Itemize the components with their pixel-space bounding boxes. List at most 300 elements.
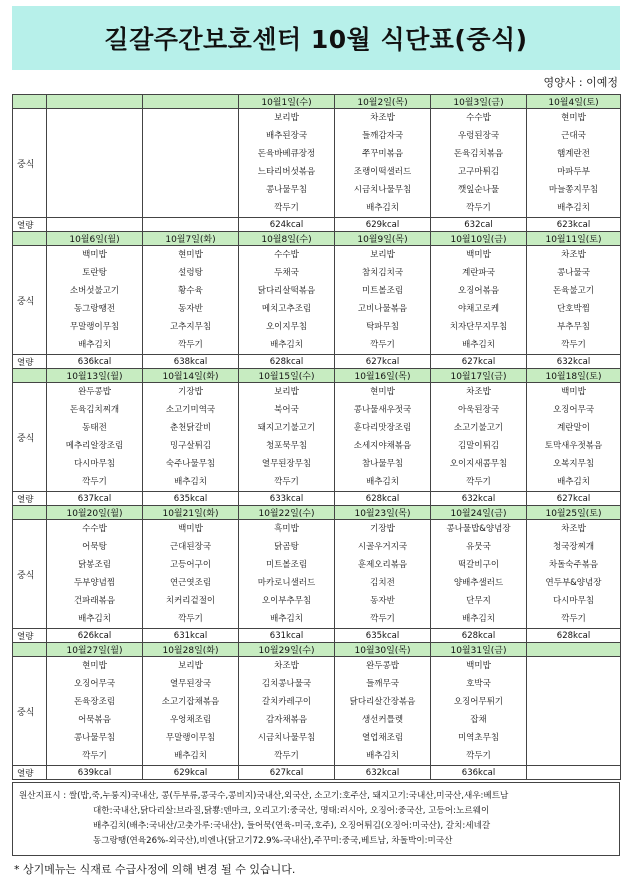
dish-item: 우렁된장국 [457,131,500,141]
day-date-header: 10월27일(월) [47,643,143,657]
lunch-label: 중식 [13,657,47,766]
day-kcal-value: 632cal [431,218,527,232]
lunch-label: 중식 [13,383,47,492]
dish-item: 콩나물국 [557,268,590,278]
dish-item: 훈제오리볶음 [357,560,408,570]
day-kcal-value: 631kcal [143,629,239,643]
day-menu-cell [239,657,335,766]
dish-item: 배추김치 [557,477,590,487]
dish-item: 돈육장조림 [73,697,116,707]
dish-item [527,729,620,747]
week-kcal-row [13,629,621,643]
dish-item: 계란파국 [462,268,495,278]
dish-item: 열무된장무침 [261,459,312,469]
week-kcal-row [13,218,621,232]
day-kcal-value: 631kcal [239,629,335,643]
day-menu-cell [143,657,239,766]
dish-item: 단호박찜 [557,304,590,314]
dish-item [527,693,620,711]
dish-item: 차조밥 [274,661,299,671]
dish-item: 토란탕 [82,268,107,278]
dish-item: 훈다리맛장조림 [353,423,412,433]
week-kcal-row [13,492,621,506]
dish-item: 김말이튀김 [457,441,500,451]
day-menu-cell [527,657,621,766]
dish-item: 동자반 [370,596,395,606]
day-menu-cell [335,520,431,629]
day-date-header: 10월15일(수) [239,369,335,383]
day-date-header: 10월28일(화) [143,643,239,657]
dish-item: 배추김치 [557,203,590,213]
dish-item: 콩나물무침 [265,185,308,195]
week-date-row [13,506,621,520]
dish-item: 깍두기 [561,614,586,624]
dish-item: 현미밥 [561,113,586,123]
day-date-header: 10월17일(금) [431,369,527,383]
dish-item: 오복지무침 [552,459,595,469]
day-kcal-value: 628kcal [239,355,335,369]
dish-item: 연두부&양념장 [545,578,602,588]
week-kcal-row [13,766,621,780]
dish-item: 닭봉조림 [78,560,111,570]
dish-item [47,199,142,217]
dish-item: 고비나물볶음 [357,304,408,314]
dish-item: 소고기불고기 [453,423,504,433]
dish-item: 배추김치 [366,477,399,487]
dish-item: 배추김치 [366,751,399,761]
dish-item: 깍두기 [82,751,107,761]
day-date-header: 10월4일(토) [527,95,621,109]
day-kcal-value: 627kcal [527,492,621,506]
day-menu-cell [431,657,527,766]
dish-item: 배추김치 [174,477,207,487]
dish-item: 깍두기 [274,203,299,213]
dish-item: 배추김치 [462,614,495,624]
day-menu-cell [239,109,335,218]
day-menu-cell [47,109,143,218]
day-date-header: 10월2일(목) [335,95,431,109]
week-lunch-row [13,246,621,355]
dish-item: 깍두기 [466,203,491,213]
day-kcal-value: 637kcal [47,492,143,506]
dish-item: 탁파무침 [366,322,399,332]
dish-item: 마파두부 [557,167,590,177]
origin-note-line: 원산지표시 : 쌀(밥,죽,누룽지)국내산, 콩(두부류,콩국수,콩비지)국내산,외국산, 소고기:호주산, 돼지고기:국내산,미국산,새우:베트남 [19,791,509,801]
day-kcal-value: 629kcal [143,766,239,780]
day-date-header: 10월10일(금) [431,232,527,246]
day-kcal-value: 638kcal [143,355,239,369]
dish-item: 연근엿조림 [169,578,212,588]
dish-item: 소고기잡채볶음 [161,697,220,707]
week-date-row [13,232,621,246]
day-kcal-value: 639kcal [47,766,143,780]
day-kcal-value [143,218,239,232]
dish-item: 현미밥 [370,387,395,397]
dish-item: 양배추샐러드 [453,578,504,588]
dish-item: 시골우거지국 [357,542,408,552]
day-menu-cell [335,383,431,492]
dish-item: 오징어무국 [73,679,116,689]
day-menu-cell [335,246,431,355]
dish-item: 유뭇국 [466,542,491,552]
day-menu-cell [239,246,335,355]
day-date-header [527,643,621,657]
kcal-label: 열량 [13,355,47,369]
day-date-header: 10월8일(수) [239,232,335,246]
kcal-label: 열량 [13,218,47,232]
week-kcal-row [13,355,621,369]
day-menu-cell [431,520,527,629]
day-kcal-value: 635kcal [335,629,431,643]
dish-item: 계란말이 [557,423,590,433]
dish-item: 어묵볶음 [78,715,111,725]
dish-item: 조랭이떡샐러드 [353,167,412,177]
dish-item: 청국장찌개 [552,542,595,552]
dish-item: 치커리겉절이 [165,596,216,606]
day-menu-cell [47,383,143,492]
week-date-row [13,95,621,109]
day-kcal-value: 626kcal [47,629,143,643]
dish-item: 어묵탕 [82,542,107,552]
dish-item: 근대된장국 [169,542,212,552]
row-label-blank [13,369,47,383]
day-date-header: 10월31일(금) [431,643,527,657]
footer-note: * 상기메뉴는 식재료 수급사정에 의해 변경 될 수 있습니다. [14,863,296,876]
dish-item: 백미밥 [466,661,491,671]
dish-item: 메치고추조림 [261,304,312,314]
day-kcal-value [47,218,143,232]
dish-item [527,657,620,675]
day-menu-cell [47,657,143,766]
dish-item: 오징어무국 [552,405,595,415]
dish-item: 감자채볶음 [265,715,308,725]
dish-item: 갈치카레구이 [261,697,312,707]
dish-item: 깍두기 [178,614,203,624]
day-kcal-value: 629kcal [335,218,431,232]
dish-item: 깍두기 [274,477,299,487]
dish-item: 완두콩밥 [78,387,111,397]
day-menu-cell [143,383,239,492]
dish-item: 배추김치 [270,340,303,350]
dish-item: 느타리버섯볶음 [257,167,316,177]
day-date-header [143,95,239,109]
dish-item: 두부양념찜 [73,578,116,588]
dish-item: 건파래볶음 [73,596,116,606]
dish-item: 깍두기 [274,751,299,761]
day-kcal-value: 624kcal [239,218,335,232]
day-date-header: 10월11일(토) [527,232,621,246]
day-date-header: 10월24일(금) [431,506,527,520]
dish-item: 동태전 [82,423,107,433]
dish-item: 소고기미역국 [165,405,216,415]
day-date-header: 10월22일(수) [239,506,335,520]
dish-item: 수수밥 [82,524,107,534]
dish-item: 보리밥 [274,387,299,397]
dish-item: 깍두기 [466,751,491,761]
week-lunch-row [13,657,621,766]
dish-item: 소버섯불고기 [69,286,120,296]
dish-item [143,109,238,127]
dish-item: 닭다리살떡볶음 [257,286,316,296]
dish-item: 깍두기 [561,340,586,350]
day-menu-cell [527,109,621,218]
dish-item [527,747,620,765]
dish-item: 미트볼조림 [265,560,308,570]
day-kcal-value: 636kcal [431,766,527,780]
dish-item: 오징어무튀기 [453,697,504,707]
kcal-label: 열량 [13,492,47,506]
dish-item: 참나물무침 [361,459,404,469]
day-menu-cell [527,246,621,355]
day-kcal-value: 635kcal [143,492,239,506]
dish-item: 아욱된장국 [457,405,500,415]
day-date-header: 10월23일(목) [335,506,431,520]
day-date-header: 10월16일(목) [335,369,431,383]
dish-item: 깍두기 [82,477,107,487]
origin-note-line: 대한:국내산,닭다리살:브라질,닭뿅:덴마크, 오리고기:중국산, 명태:러시아, 오징어:중국산, 고등어:노르웨이 [93,806,490,816]
day-kcal-value: 632kcal [335,766,431,780]
dish-item: 김치전 [370,578,395,588]
page-title: 길갈주간보호센터 10월 식단표(중식) [104,25,528,54]
dish-item: 고구마튀김 [457,167,500,177]
kcal-label: 열량 [13,629,47,643]
dish-item: 두채국 [274,268,299,278]
dish-item: 부추무침 [557,322,590,332]
dish-item: 미트볼조림 [361,286,404,296]
dish-item: 차조밥 [370,113,395,123]
row-label-blank [13,232,47,246]
dish-item: 고등어구이 [169,560,212,570]
dish-item: 콩나물밥&양념장 [446,524,511,534]
dish-item: 완두콩밥 [366,661,399,671]
day-menu-cell [431,109,527,218]
day-menu-cell [527,520,621,629]
dish-item: 마늘쫑지무침 [548,185,599,195]
dish-item: 현미밥 [82,661,107,671]
day-menu-cell [431,246,527,355]
row-label-blank [13,643,47,657]
dish-item: 다시마무침 [73,459,116,469]
dish-item: 현미밥 [178,250,203,260]
day-date-header [47,95,143,109]
week-date-row [13,643,621,657]
dish-item: 배추김치 [174,751,207,761]
dish-item: 기장밥 [370,524,395,534]
day-menu-cell [431,383,527,492]
day-kcal-value: 633kcal [239,492,335,506]
dish-item: 차조밥 [561,524,586,534]
dish-item: 시금치나물무침 [353,185,412,195]
day-kcal-value: 628kcal [335,492,431,506]
dish-item: 수수밥 [466,113,491,123]
day-menu-cell [47,246,143,355]
day-menu-cell [143,520,239,629]
dish-item: 오징어볶음 [457,286,500,296]
dish-item: 차조밥 [561,250,586,260]
dish-item: 들깨감자국 [361,131,404,141]
dish-item [527,711,620,729]
lunch-label: 중식 [13,520,47,629]
dish-item [47,127,142,145]
dish-item: 북어국 [274,405,299,415]
dish-item: 백미밥 [466,250,491,260]
dish-item: 배추김치 [78,340,111,350]
day-kcal-value: 623kcal [527,218,621,232]
title-banner [12,6,620,70]
dietitian-label: 영양사 : 이예정 [543,76,618,89]
dish-item: 토막새우젓볶음 [544,441,603,451]
dish-item: 무말랭이무침 [165,733,216,743]
day-date-header: 10월6일(월) [47,232,143,246]
dish-item: 치자단무지무침 [449,322,508,332]
dish-item: 백미밥 [561,387,586,397]
dish-item: 밍구살튀김 [169,441,212,451]
day-menu-cell [47,520,143,629]
dish-item: 설렁탕 [178,268,203,278]
dish-item: 청포묵무침 [265,441,308,451]
day-kcal-value: 636kcal [47,355,143,369]
dish-item: 콩나물무침 [73,733,116,743]
dish-item: 야채고로케 [457,304,500,314]
dish-item: 백미밥 [82,250,107,260]
day-menu-cell [239,520,335,629]
day-menu-cell [143,246,239,355]
dish-item: 쭈꾸미볶음 [361,149,404,159]
day-date-header: 10월7일(화) [143,232,239,246]
day-menu-cell [335,109,431,218]
dish-item: 열업채조림 [361,733,404,743]
day-kcal-value [527,766,621,780]
dish-item: 다시마무침 [552,596,595,606]
day-menu-cell [143,109,239,218]
origin-note-line: 동그랑땡(연육26%-외국산),비엔나(닭고기72.9%-국내산),주꾸미:중국,베트남, 차돌박이:미국산 [93,836,453,846]
dish-item: 차조밥 [466,387,491,397]
dish-item: 배추김치 [462,340,495,350]
dish-item: 호박국 [466,679,491,689]
dish-item: 돈육김치볶음 [453,149,504,159]
dish-item: 고추지무침 [169,322,212,332]
day-kcal-value: 632kcal [431,492,527,506]
dish-item: 마카로니샐러드 [257,578,316,588]
day-date-header: 10월21일(화) [143,506,239,520]
dish-item [527,675,620,693]
lunch-label: 중식 [13,109,47,218]
dish-item: 오이부추무침 [261,596,312,606]
day-menu-cell [335,657,431,766]
dish-item [47,109,142,127]
dish-item: 황수육 [178,286,203,296]
dish-item [143,145,238,163]
dish-item: 메추리알장조림 [65,441,124,451]
week-lunch-row [13,383,621,492]
day-date-header: 10월30일(목) [335,643,431,657]
dish-item: 동자반 [178,304,203,314]
day-kcal-value: 627kcal [335,355,431,369]
dish-item: 동그랑땡전 [73,304,116,314]
week-lunch-row [13,520,621,629]
dish-item: 기장밥 [178,387,203,397]
dish-item: 배추김치 [366,203,399,213]
dish-item: 돼지고기불고기 [257,423,316,433]
dish-item: 닭다리살간장볶음 [349,697,416,707]
day-date-header: 10월20일(월) [47,506,143,520]
dish-item: 떡갈비구이 [457,560,500,570]
dish-item: 돈육바베큐장정 [257,149,316,159]
dish-item: 들깨무국 [366,679,399,689]
day-menu-cell [527,383,621,492]
week-date-row [13,369,621,383]
dish-item: 닭곰탕 [274,542,299,552]
dish-item: 배추김치 [270,614,303,624]
row-label-blank [13,95,47,109]
dish-item: 깍두기 [466,477,491,487]
dish-item: 잡채 [470,715,487,725]
dish-item: 오이지무침 [265,322,308,332]
dish-item: 김치콩나물국 [261,679,312,689]
dish-item: 깍두기 [178,340,203,350]
day-date-header: 10월18일(토) [527,369,621,383]
day-kcal-value: 632kcal [527,355,621,369]
dish-item: 깍두기 [370,340,395,350]
dish-item: 차돌숙주볶음 [548,560,599,570]
day-date-header: 10월25일(토) [527,506,621,520]
dish-item: 돈육김치찌개 [69,405,120,415]
day-date-header: 10월13일(월) [47,369,143,383]
dish-item [143,163,238,181]
dish-item [143,199,238,217]
day-date-header: 10월29일(수) [239,643,335,657]
day-date-header: 10월14일(화) [143,369,239,383]
dish-item: 콩나물새우젓국 [353,405,412,415]
dish-item: 햄계란전 [557,149,590,159]
day-date-header: 10월1일(수) [239,95,335,109]
dish-item: 깍두기 [370,614,395,624]
dish-item: 열무된장국 [169,679,212,689]
day-date-header: 10월9일(목) [335,232,431,246]
dish-item: 흑미밥 [274,524,299,534]
dish-item [143,127,238,145]
dish-item: 깻잎순나물 [457,185,500,195]
dish-item: 생선커틀렛 [361,715,404,725]
dish-item: 오이지새콤무침 [449,459,508,469]
dish-item: 소세지야채볶음 [353,441,412,451]
day-kcal-value: 627kcal [431,355,527,369]
day-kcal-value: 627kcal [239,766,335,780]
dish-item: 미역초무침 [457,733,500,743]
dish-item: 보리밥 [274,113,299,123]
dish-item: 단무지 [466,596,491,606]
dish-item: 춘천닭갈비 [169,423,212,433]
dish-item: 수수밥 [274,250,299,260]
dish-item: 백미밥 [178,524,203,534]
dish-item [47,163,142,181]
lunch-label: 중식 [13,246,47,355]
day-menu-cell [239,383,335,492]
dish-item: 시금치나물무침 [257,733,316,743]
dish-item: 보리밥 [370,250,395,260]
origin-note-line: 배추김치(배추:국내산/고춧가루:국내산), 들어묵(연육-미국,호주), 오징어튀김(오징어:미국산), 갈치:세네갈 [93,821,491,831]
dish-item: 참치김치국 [361,268,404,278]
dish-item: 근대국 [561,131,586,141]
dish-item [143,181,238,199]
day-kcal-value: 628kcal [527,629,621,643]
dish-item: 돈육불고기 [552,286,595,296]
dish-item: 배추된장국 [265,131,308,141]
dish-item: 보리밥 [178,661,203,671]
day-date-header: 10월3일(금) [431,95,527,109]
origin-notes [12,782,620,856]
dish-item: 숙주나물무침 [165,459,216,469]
